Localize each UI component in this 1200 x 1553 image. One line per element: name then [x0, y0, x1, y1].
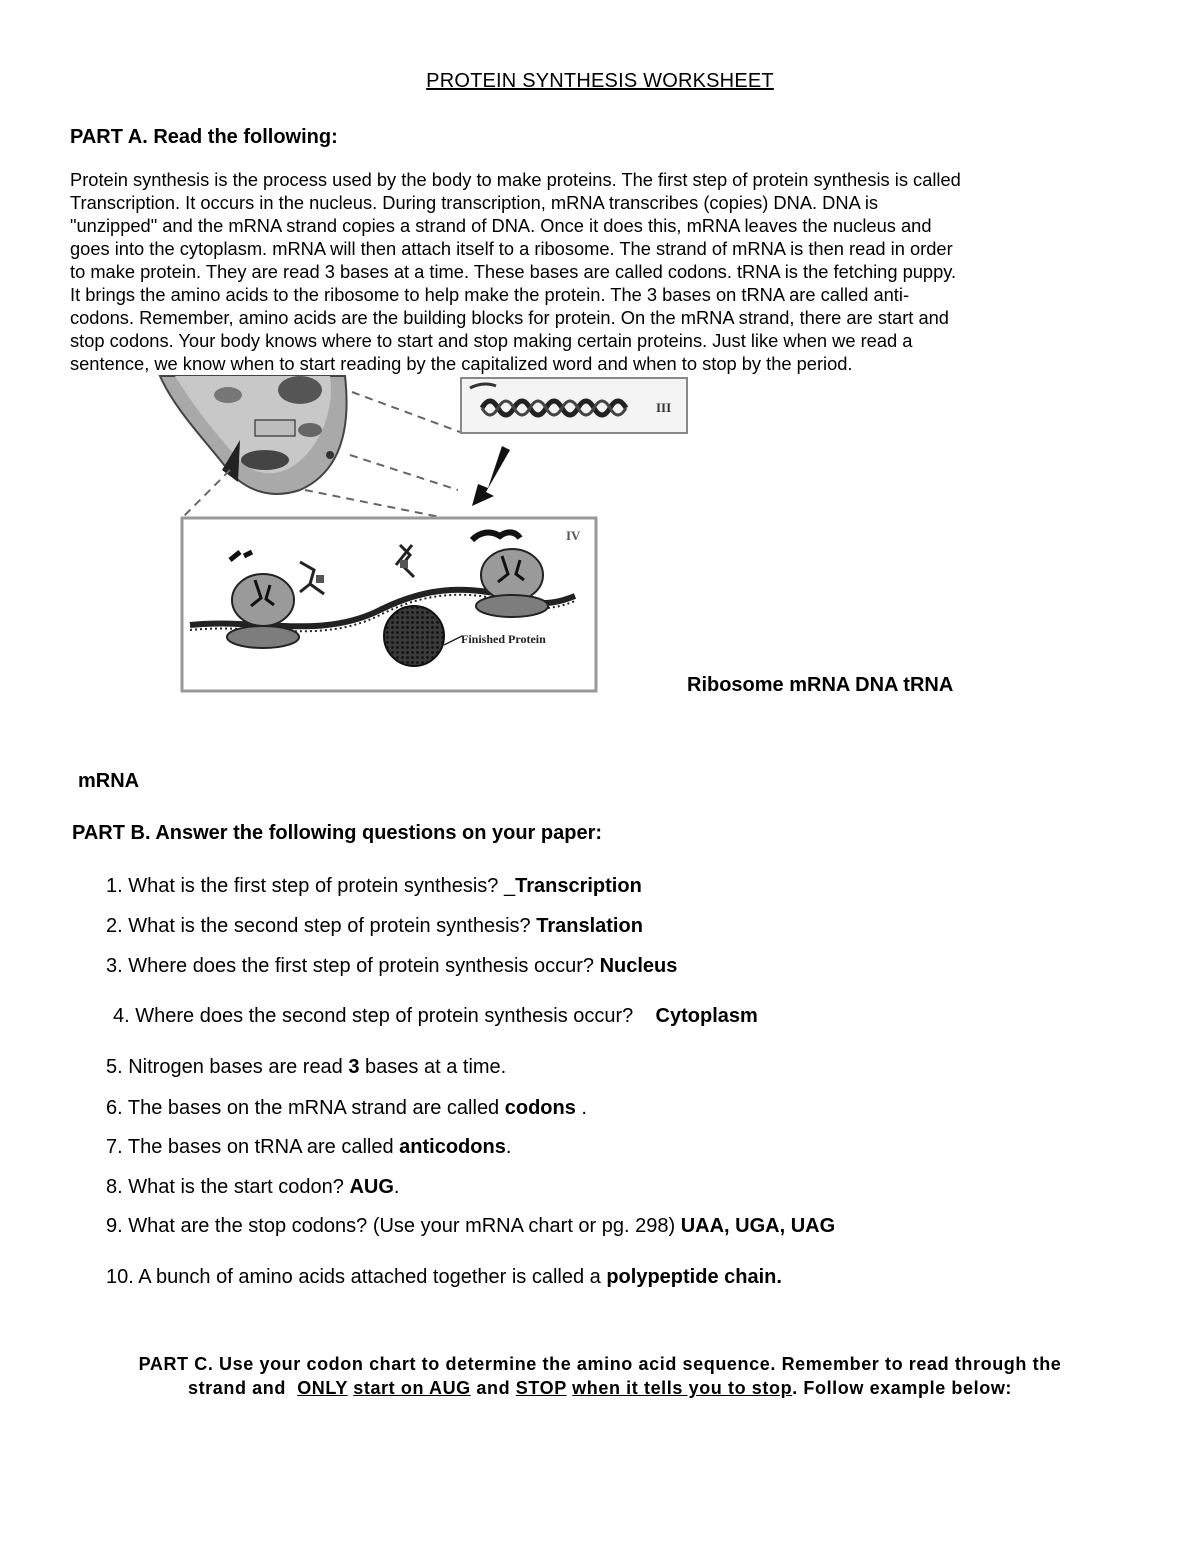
- paragraph-line: stop codons. Your body knows where to start and stop making certain proteins. Just like when we read a: [70, 330, 913, 351]
- finished-protein-label: Finished Protein: [461, 632, 546, 646]
- answer-8: AUG: [349, 1176, 394, 1198]
- question-1: 1. What is the first step of protein synthesis? _Transcription: [106, 875, 642, 897]
- paragraph-line: Transcription. It occurs in the nucleus. During transcription, mRNA transcribes (copies) DNA. DNA is: [70, 192, 879, 213]
- part-b-heading: PART B. Answer the following questions on your paper:: [72, 822, 603, 844]
- cell-fragment: [160, 376, 347, 494]
- paragraph-line: "unzipped" and the mRNA strand copies a strand of DNA. Once it does this, mRNA leaves the nucleus and: [70, 215, 932, 236]
- panel-iii: [461, 378, 687, 433]
- answer-3: Nucleus: [599, 955, 678, 977]
- paragraph-line: sentence, we know when to start reading by the capitalized word and when to stop by the period.: [70, 353, 853, 374]
- panel-iv-label: IV: [566, 528, 581, 543]
- answer-10: polypeptide chain.: [606, 1266, 782, 1288]
- part-c-instructions: [60, 1352, 1140, 1400]
- answer-1: Transcription: [515, 875, 642, 897]
- answer-9: UAA, UGA, UAG: [680, 1215, 836, 1237]
- paragraph-line: goes into the cytoplasm. mRNA will then attach itself to a ribosome. The strand of mRNA is then read in order: [70, 238, 953, 259]
- down-arrow-icon: [472, 446, 510, 506]
- mrna-label: mRNA: [78, 770, 140, 792]
- paragraph-line: It brings the amino acids to the ribosome to help make the protein. The 3 bases on tRNA are called anti-: [70, 284, 910, 305]
- question-9: 9. What are the stop codons? (Use your mRNA chart or pg. 298) UAA, UGA, UAG: [106, 1215, 836, 1237]
- paragraph-line: codons. Remember, amino acids are the building blocks for protein. On the mRNA strand, there are start and: [70, 307, 949, 328]
- part-a-heading: PART A. Read the following:: [70, 126, 338, 148]
- question-4: 4. Where does the second step of protein synthesis occur? Cytoplasm: [113, 1005, 758, 1027]
- answer-6: codons: [504, 1097, 576, 1119]
- part-c-line-2: strand and ONLY start on AUG and STOP when it tells you to stop. Follow example below:: [187, 1378, 1013, 1398]
- page-title: PROTEIN SYNTHESIS WORKSHEET: [426, 70, 774, 92]
- panel-iv: [182, 518, 596, 691]
- paragraph-line: Protein synthesis is the process used by the body to make proteins. The first step of protein synthesis is called: [70, 169, 961, 190]
- answer-7: anticodons: [399, 1136, 506, 1158]
- protein-synthesis-illustration: [150, 372, 710, 697]
- question-2: 2. What is the second step of protein synthesis? Translation: [106, 915, 643, 937]
- part-c-line-1: PART C. Use your codon chart to determine the amino acid sequence. Remember to read through the: [138, 1354, 1062, 1374]
- question-5: 5. Nitrogen bases are read 3 bases at a time.: [106, 1056, 507, 1078]
- question-7: 7. The bases on tRNA are called anticodons.: [106, 1136, 512, 1158]
- panel-iii-label: III: [656, 400, 672, 415]
- question-8: 8. What is the start codon? AUG.: [106, 1176, 400, 1198]
- answer-4: Cytoplasm: [655, 1005, 758, 1027]
- question-6: 6. The bases on the mRNA strand are called codons .: [106, 1097, 587, 1119]
- question-3: 3. Where does the first step of protein synthesis occur? Nucleus: [106, 955, 678, 977]
- paragraph-line: to make protein. They are read 3 bases at a time. These bases are called codons. tRNA is the fetching puppy.: [70, 261, 957, 282]
- answer-2: Translation: [536, 915, 643, 937]
- answer-5: 3: [348, 1056, 360, 1078]
- question-10: 10. A bunch of amino acids attached together is called a polypeptide chain.: [106, 1266, 782, 1288]
- word-bank: Ribosome mRNA DNA tRNA: [687, 674, 954, 696]
- part-a-paragraph: [70, 168, 1130, 375]
